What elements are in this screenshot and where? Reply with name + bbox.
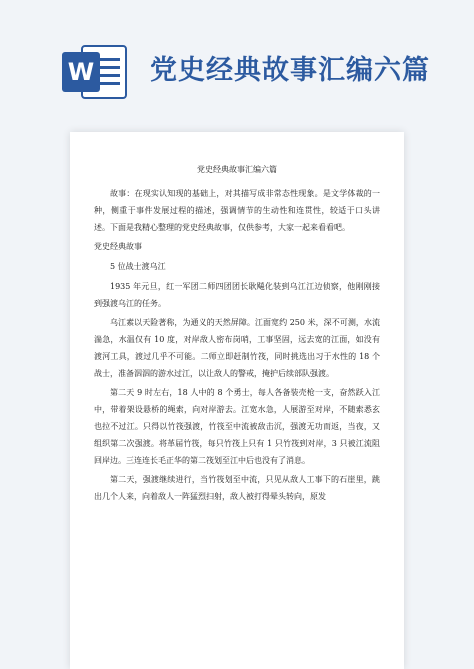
section-heading: 党史经典故事 <box>94 242 142 251</box>
svg-text:W: W <box>67 58 95 86</box>
story-paragraph: 1935 年元旦，红一军团二师四团团长耿飚化装到乌江江边侦察，他刚刚接到强渡乌江的任务。 <box>94 282 380 308</box>
document-page <box>70 132 404 669</box>
header <box>0 0 474 120</box>
document-title: 党史经典故事汇编六篇 <box>197 165 277 174</box>
story-paragraph: 第二天，强渡继续进行，当竹筏划至中流，只见从敌人工事下的石崖里，跳出几个人来，向着敌人一阵猛烈扫射，敌人被打得晕头转向，原发 <box>94 475 380 501</box>
page-title: 党史经典故事汇编六篇 <box>150 55 430 86</box>
story-paragraph: 第二天 9 时左右，18 人中的 8 个勇士，每人各备装壳枪一支，奋然跃入江中，带着架设悬桥的绳索，向对岸游去。江宽水急，人展游至对岸，不随索悉玄也拉不过江。只得以竹筏强渡，竹筏至中流被敌击沉，强渡无功而返，当夜，又组织第二次强渡。将革届竹筏，每只竹筏上只有 1 只竹筏到对岸，3 只被江流阻回岸边。三连连长毛正华的第二筏划至江中后也没有了消息。 <box>94 388 380 465</box>
story-paragraph: 乌江素以天险著称，为通义的天然屏障。江面宽约 250 米，深不可测，水流湍急，水温仅有 10 度，对岸敌人密布岗哨，工事坚固，远去宽的江面，如没有渡河工具，渡过几乎不可能。二师立即赶制竹筏，同时挑选出习于水性的 18 个战士，准备泅泅的游水过江，以让敌人的警戒，掩护后续部队强渡。 <box>94 318 380 378</box>
story-heading: 5 位战士渡乌江 <box>110 262 166 271</box>
intro-paragraph: 故事：在现实认知现的基础上，对其描写成非常态性现象。是文学体裁的一种，侧重于事件发展过程的描述，强调情节的生动性和连贯性，较适于口头讲述。下面是我精心整理的党史经典故事，仅供参考，大家一起来看看吧。 <box>94 189 380 232</box>
word-document-icon <box>60 42 130 102</box>
